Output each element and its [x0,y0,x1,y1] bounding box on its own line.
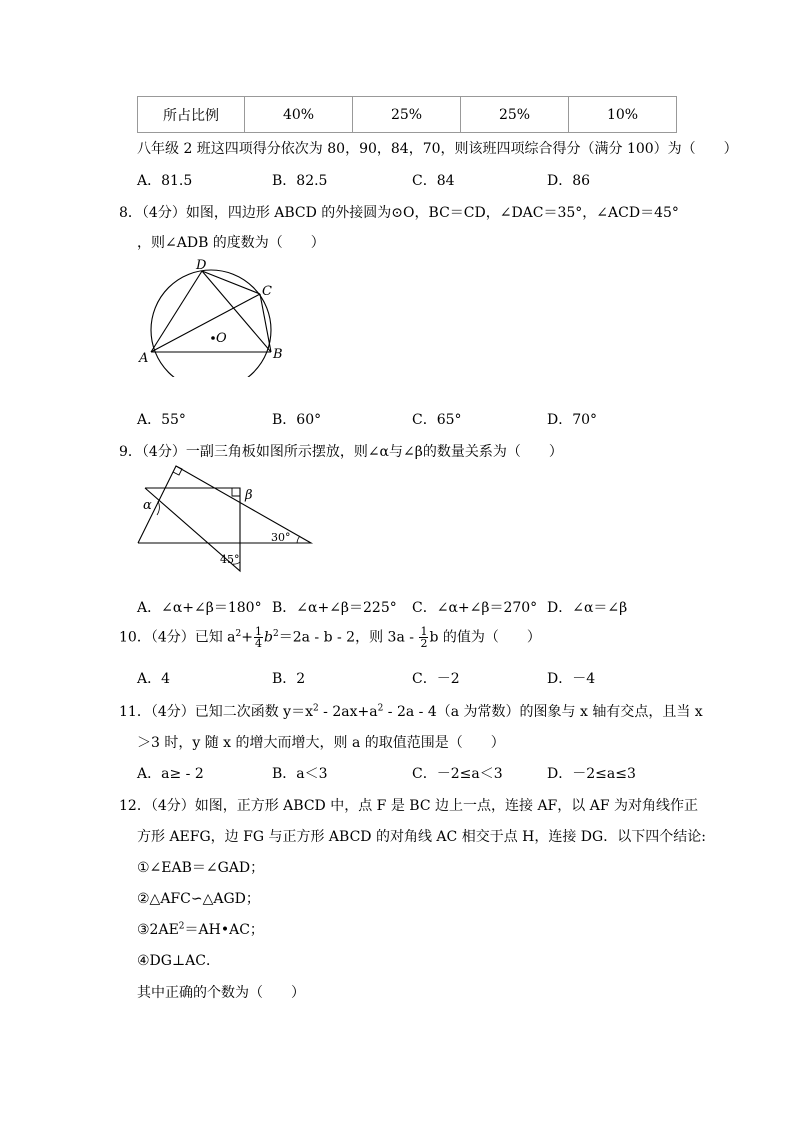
q10-option-b: B．2 [272,671,306,687]
q7-option-b: B．82.5 [272,173,328,189]
q9-option-a: A．∠α+∠β＝180° [137,600,262,616]
q10-plus: + [241,629,253,646]
q8-stem-line2: ，则∠ADB 的度数为（ ） [137,235,325,251]
q11-option-b: B．a＜3 [272,766,328,782]
label-c: C [262,284,272,299]
q10-option-a: A．4 [137,671,171,687]
q11-part-c: - 2a - 4（a 为常数）的图象与 x 轴有交点，且当 x [383,704,703,720]
q8-figure-circle [135,252,295,377]
q10-square: 2 [235,628,242,639]
q12-c3-part-a: ③2AE [137,922,179,938]
q11-option-c: C．－2≤a＜3 [412,766,503,782]
q11-option-a: A．a≥ - 2 [137,766,204,782]
q10-suffix: b 的值为（ ） [429,629,541,646]
q9-figure-set-squares [135,463,320,575]
q10-b: b [264,629,273,646]
label-d: D [196,258,207,273]
q12-c3-square: 2 [178,921,185,932]
q10-frac2-num: 1 [420,625,428,638]
q9-stem: 9．（4分）一副三角板如图所示摆放，则∠α与∠β的数量关系为（ ） [119,444,563,460]
q10-square-b: 2 [272,628,279,639]
q10-mid: ＝2a - b - 2，则 3a - [278,629,419,646]
q12-conclusion-1: ①∠EAB＝∠GAD； [137,860,265,876]
q12-conclusion-2: ②△AFC∽△AGD； [137,891,260,907]
q9-option-b: B．∠α+∠β＝225° [272,600,397,616]
q12-conclusion-3 [137,919,264,939]
q10-frac1-num: 1 [255,625,262,638]
ratio-table [137,96,677,133]
center-point [211,336,215,340]
label-beta: β [245,488,253,503]
q12-stem-line1: 12．（4分）如图，正方形 ABCD 中，点 F 是 BC 边上一点，连接 AF，以 AF 为对角线作正 [119,798,698,814]
table-cell: 10% [569,97,677,133]
q7-stem: 八年级 2 班这四项得分依次为 80，90，84，70，则该班四项综合得分（满分 100）为（ ） [137,141,738,157]
label-alpha: α [143,498,152,513]
q7-option-a: A．81.5 [137,173,193,189]
q7-option-d: D．86 [547,173,591,189]
q10-fraction-2 [419,626,428,649]
label-o: O [216,331,227,346]
q9-option-c: C．∠α+∠β＝270° [412,600,538,616]
q8-option-c: C．65° [412,412,462,428]
q9-option-d: D．∠α＝∠β [547,600,628,616]
q10-frac2-den: 2 [420,637,428,650]
label-30-degrees: 30° [271,531,291,544]
q10-fraction-1 [254,626,263,649]
q10-prefix: 10．（4分）已知 a [119,629,236,646]
q8-option-b: B．60° [272,412,322,428]
q11-stem-line1 [119,701,703,721]
q11-part-a: 11．（4分）已知二次函数 y＝x [119,704,313,720]
q12-c3-part-b: ＝AH•AC； [184,922,264,938]
q11-square-2: 2 [377,703,384,714]
table-cell: 25% [353,97,461,133]
q11-part-b: - 2ax+a [318,704,378,720]
table-cell: 40% [245,97,353,133]
q10-option-c: C．－2 [412,671,460,687]
q10-frac1-den: 4 [255,637,262,650]
q8-option-a: A．55° [137,412,186,428]
table-cell: 25% [461,97,569,133]
q8-option-d: D．70° [547,412,598,428]
q11-option-d: D．－2≤a≤3 [547,766,636,782]
q10-stem [119,626,541,649]
q11-stem-line2: ＞3 时，y 随 x 的增大而增大，则 a 的取值范围是（ ） [137,735,505,751]
q8-stem-line1: 8．（4分）如图，四边形 ABCD 的外接圆为⊙O，BC＝CD，∠DAC＝35°，∠ACD＝45° [119,205,679,221]
q11-square-1: 2 [312,703,319,714]
q12-conclusion-4: ④DG⊥AC． [137,953,220,969]
label-a: A [139,351,149,366]
label-b: B [273,347,283,362]
label-45-degrees: 45° [220,553,240,566]
table-row-label: 所占比例 [138,97,245,133]
q10-option-d: D．－4 [547,671,596,687]
table-row [138,97,677,133]
q7-option-c: C．84 [412,173,455,189]
q12-stem-line2: 方形 AEFG，边 FG 与正方形 ABCD 的对角线 AC 相交于点 H，连接 DG．以下四个结论: [137,829,706,845]
q12-last-line: 其中正确的个数为（ ） [137,985,305,1001]
